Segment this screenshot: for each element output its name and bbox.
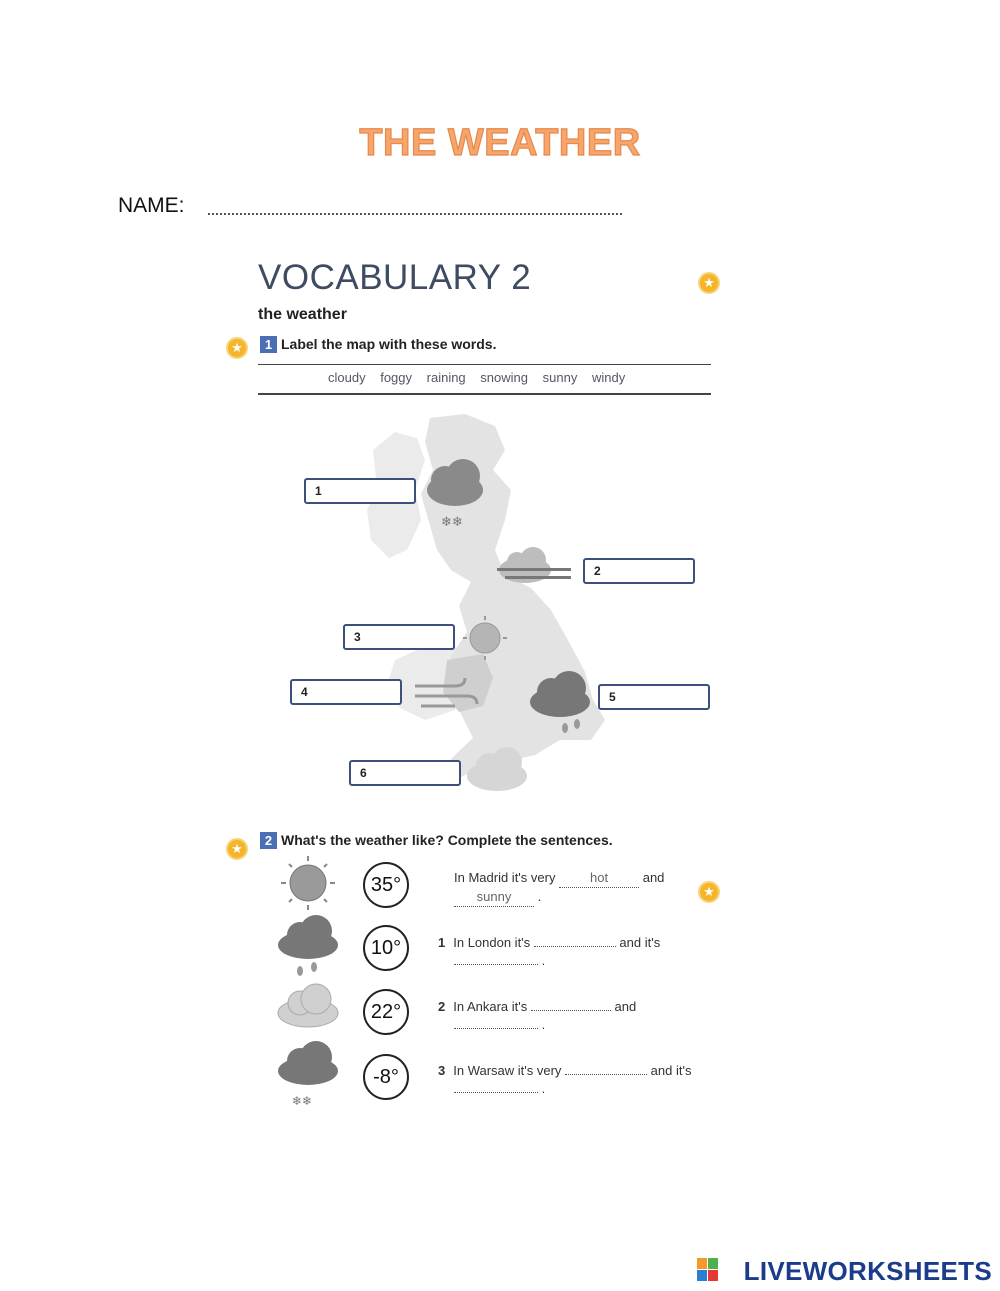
answer-field[interactable]: [454, 1080, 538, 1093]
sentence-2: 2 In Ankara it's and .: [438, 999, 637, 1032]
exercise-instruction: Label the map with these words.: [281, 336, 497, 352]
example-sentence: In Madrid it's very hot and sunny .: [454, 869, 714, 907]
sentence-1: 1 In London it's and it's .: [438, 935, 661, 968]
answer-field[interactable]: [454, 1016, 538, 1029]
svg-text:❄❄: ❄❄: [292, 1094, 313, 1108]
temperature-badge: 22°: [363, 989, 409, 1035]
snow-cloud-icon: [278, 1041, 338, 1085]
word-bank: [258, 364, 711, 395]
temperature-badge: 10°: [363, 925, 409, 971]
answer-field[interactable]: [531, 998, 611, 1011]
word-windy: windy: [591, 370, 626, 385]
word-raining: raining: [426, 370, 466, 385]
name-field[interactable]: [208, 213, 622, 215]
liveworksheets-brand[interactable]: LIVEWORKSHEETS: [743, 1256, 992, 1286]
star-icon: ★: [698, 272, 720, 294]
map-label-box-4[interactable]: 4: [290, 679, 402, 705]
answer-field[interactable]: [534, 934, 616, 947]
answer-field[interactable]: hot: [559, 869, 639, 888]
exercise-number: 2: [260, 832, 277, 849]
word-cloudy: cloudy: [328, 370, 366, 385]
word-snowing: snowing: [480, 370, 528, 385]
map-label-box-5[interactable]: 5: [598, 684, 710, 710]
cloud-icon: [278, 984, 338, 1027]
map-label-box-2[interactable]: 2: [583, 558, 695, 584]
answer-field[interactable]: [454, 952, 538, 965]
name-label: NAME:: [118, 194, 185, 217]
star-icon: ★: [226, 838, 248, 860]
answer-field[interactable]: sunny: [454, 888, 534, 907]
map-label-box-1[interactable]: 1: [304, 478, 416, 504]
temperature-badge: 35°: [363, 862, 409, 908]
temperature-badge: -8°: [363, 1054, 409, 1100]
word-sunny: sunny: [542, 370, 578, 385]
map-label-box-6[interactable]: 6: [349, 760, 461, 786]
star-icon: ★: [698, 881, 720, 903]
vocabulary-subtitle: the weather: [258, 306, 347, 323]
page-title: THE WEATHER: [359, 122, 641, 164]
svg-text:❄❄: ❄❄: [441, 515, 463, 530]
star-icon: ★: [226, 337, 248, 359]
exercise-instruction: What's the weather like? Complete the sentences.: [281, 832, 613, 848]
sun-icon: [281, 856, 335, 910]
exercise-number: 1: [260, 336, 277, 353]
rain-cloud-icon: [278, 915, 338, 959]
map-label-box-3[interactable]: 3: [343, 624, 455, 650]
answer-field[interactable]: [565, 1062, 647, 1075]
word-foggy: foggy: [380, 370, 413, 385]
uk-map-illustration: [355, 410, 655, 805]
vocabulary-title: VOCABULARY 2: [258, 258, 532, 297]
liveworksheets-logo-icon: [697, 1258, 719, 1282]
sentence-3: 3 In Warsaw it's very and it's .: [438, 1063, 692, 1096]
weather-icons-column: [276, 853, 342, 1113]
